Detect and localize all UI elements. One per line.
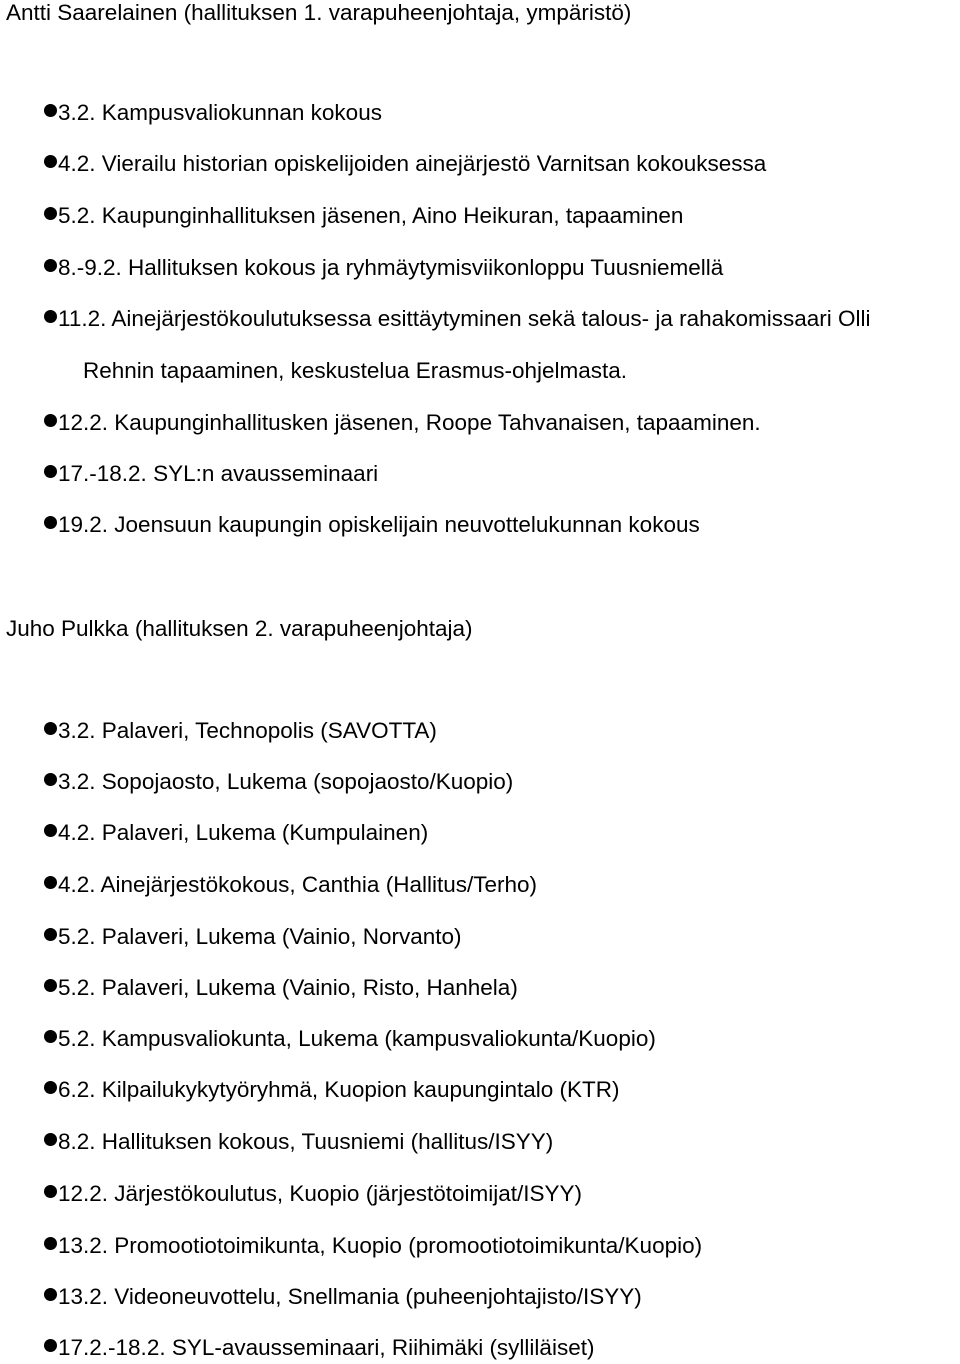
bullet-icon [44, 1133, 57, 1146]
section-title-antti: Antti Saarelainen (hallituksen 1. varapuheenjohtaja, ympäristö) [6, 0, 632, 25]
bullet-icon [44, 1288, 57, 1301]
list-item: 8.2. Hallituksen kokous, Tuusniemi (hallitus/ISYY) [44, 1129, 553, 1155]
list-item: 3.2. Kampusvaliokunnan kokous [44, 100, 382, 126]
bullet-icon [44, 155, 57, 168]
list-item: 6.2. Kilpailukykytyöryhmä, Kuopion kaupungintalo (KTR) [44, 1077, 620, 1103]
bullet-icon [44, 773, 57, 786]
bullet-icon [44, 1339, 57, 1352]
list-item: 11.2. Ainejärjestökoulutuksessa esittäytyminen sekä talous- ja rahakomissaari Olli [44, 306, 870, 332]
list-item: 5.2. Palaveri, Lukema (Vainio, Norvanto) [44, 924, 462, 950]
list-item: 5.2. Kaupunginhallituksen jäsenen, Aino Heikuran, tapaaminen [44, 203, 683, 229]
bullet-icon [44, 1185, 57, 1198]
bullet-icon [44, 722, 57, 735]
bullet-icon [44, 1030, 57, 1043]
list-item: 13.2. Videoneuvottelu, Snellmania (puheenjohtajisto/ISYY) [44, 1284, 642, 1310]
list-item: 5.2. Kampusvaliokunta, Lukema (kampusvaliokunta/Kuopio) [44, 1026, 656, 1052]
bullet-icon [44, 1237, 57, 1250]
list-item: 4.2. Vierailu historian opiskelijoiden ainejärjestö Varnitsan kokouksessa [44, 151, 766, 177]
list-item: 8.-9.2. Hallituksen kokous ja ryhmäytymisviikonloppu Tuusniemellä [44, 255, 723, 281]
list-item: 12.2. Järjestökoulutus, Kuopio (järjestötoimijat/ISYY) [44, 1181, 582, 1207]
bullet-icon [44, 876, 57, 889]
list-item: 4.2. Ainejärjestökokous, Canthia (Hallitus/Terho) [44, 872, 537, 898]
section-title-juho: Juho Pulkka (hallituksen 2. varapuheenjohtaja) [6, 616, 473, 641]
list-item: 3.2. Sopojaosto, Lukema (sopojaosto/Kuopio) [44, 769, 513, 795]
list-item: 3.2. Palaveri, Technopolis (SAVOTTA) [44, 718, 437, 744]
bullet-icon [44, 310, 57, 323]
list-item: 13.2. Promootiotoimikunta, Kuopio (promootiotoimikunta/Kuopio) [44, 1233, 702, 1259]
list-item: 19.2. Joensuun kaupungin opiskelijain neuvottelukunnan kokous [44, 512, 700, 538]
list-item-continuation: Rehnin tapaaminen, keskustelua Erasmus-ohjelmasta. [83, 358, 628, 383]
list-item: 4.2. Palaveri, Lukema (Kumpulainen) [44, 820, 428, 846]
bullet-icon [44, 1081, 57, 1094]
bullet-icon [44, 207, 57, 220]
list-item: 12.2. Kaupunginhallitusken jäsenen, Roope Tahvanaisen, tapaaminen. [44, 410, 761, 436]
bullet-icon [44, 516, 57, 529]
bullet-icon [44, 104, 57, 117]
bullet-icon [44, 979, 57, 992]
bullet-icon [44, 824, 57, 837]
list-item: 17.2.-18.2. SYL-avausseminaari, Riihimäki (sylliläiset) [44, 1335, 594, 1361]
list-item: 17.-18.2. SYL:n avausseminaari [44, 461, 378, 487]
bullet-icon [44, 414, 57, 427]
bullet-icon [44, 928, 57, 941]
bullet-icon [44, 465, 57, 478]
list-item: 5.2. Palaveri, Lukema (Vainio, Risto, Hanhela) [44, 975, 518, 1001]
bullet-icon [44, 259, 57, 272]
